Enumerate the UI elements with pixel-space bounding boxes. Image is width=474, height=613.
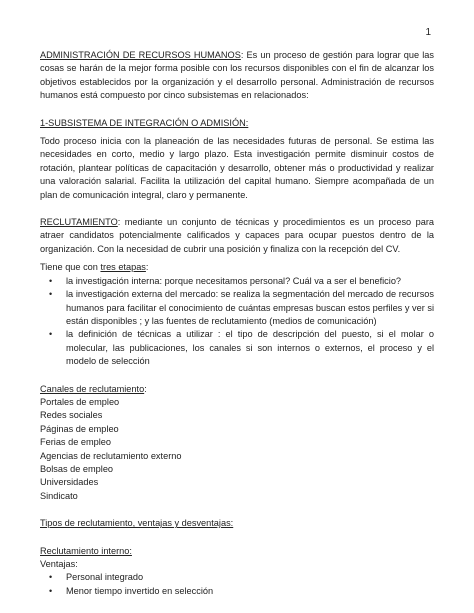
list-item: Sindicato <box>40 490 78 501</box>
list-item: • la definición de técnicas a utilizar : el tipo de descripción del puesto, si el molar o molecular, las publicaciones, los canales si son internos o externos, el proceso y el modelo de selección <box>49 329 434 367</box>
list-item: Ferias de empleo <box>40 437 111 448</box>
list-item: Páginas de empleo <box>40 423 119 434</box>
list-item: Portales de empleo <box>40 396 120 407</box>
etapas-list <box>40 275 434 369</box>
bullet-icon: • <box>49 329 53 340</box>
intro-text: : Es un proceso de gestión para lograr que las cosas se harán de la mejor forma posible con los recursos disponibles con el fin de alcanzar los objetivos establecidos por la organización y el desarrollo personal. Administración de recursos humanos está compuesto por cinco subsistemas en relacionados: <box>40 50 434 101</box>
section1-heading: 1-SUBSISTEMA DE INTEGRACIÓN O ADMISIÓN: <box>40 117 249 128</box>
intro-paragraph <box>40 49 434 103</box>
list-item: • la investigación interna: porque necesitamos personal? Cuál va a ser el beneficio? <box>40 275 434 288</box>
page-number: 1 <box>425 27 431 38</box>
list-item: • Personal integrado <box>40 571 434 584</box>
list-item: Bolsas de empleo <box>40 463 114 474</box>
reclutamiento-term: RECLUTAMIENTO <box>40 217 118 228</box>
section1-paragraph: Todo proceso inicia con la planeación de las necesidades futuras de personal. Se estima las necesidades en corto, medio y largo plazo. Esta investigación permite disminuir costos de rotación, plantear políticas de capacitación y desarrollo, obtener más o productividad y realizar una valoración salarial. Facilita la utilización del capital humano. Siempre acompañada de un plan de comunicación integral, claro y permanente. <box>40 136 434 200</box>
canales-list <box>40 396 434 503</box>
list-item: Agencias de reclutamiento externo <box>40 450 182 461</box>
ventajas-list <box>40 571 434 598</box>
intro-heading: ADMINISTRACIÓN DE RECURSOS HUMANOS <box>40 50 241 60</box>
bullet-icon: • <box>49 289 53 300</box>
list-item: Universidades <box>40 477 99 488</box>
bullet-icon: • <box>49 572 53 583</box>
reclutamiento-paragraph: RECLUTAMIENTO: mediante un conjunto de técnicas y procedimientos es un proceso para atraer candidatos potencialmente calificados y capaces para ocupar puestos dentro de la organización. Con la necesidad de cubrir una posición y finaliza con la recepción del CV. <box>40 217 434 254</box>
list-item: • la investigación externa del mercado: se realiza la segmentación del mercado de recursos humanos para facilitar el conocimiento de cuántas empresas buscan estos perfiles y ver si están disponibles ; y las fuentes de reclutamiento (medios de comunicación) <box>49 289 434 326</box>
etapas-lead: Tiene que con tres etapas: <box>40 262 149 273</box>
bullet-icon: • <box>49 275 53 286</box>
ventajas-label: Ventajas: <box>40 559 78 569</box>
list-item: Redes sociales <box>40 410 103 421</box>
canales-heading: Canales de reclutamiento: <box>40 383 147 394</box>
document-body <box>40 49 434 598</box>
bullet-icon: • <box>49 585 53 596</box>
interno-heading: Reclutamiento interno: <box>40 545 132 556</box>
list-item: • Menor tiempo invertido en selección <box>40 585 434 598</box>
tipos-heading: Tipos de reclutamiento, ventajas y desventajas: <box>40 518 234 529</box>
